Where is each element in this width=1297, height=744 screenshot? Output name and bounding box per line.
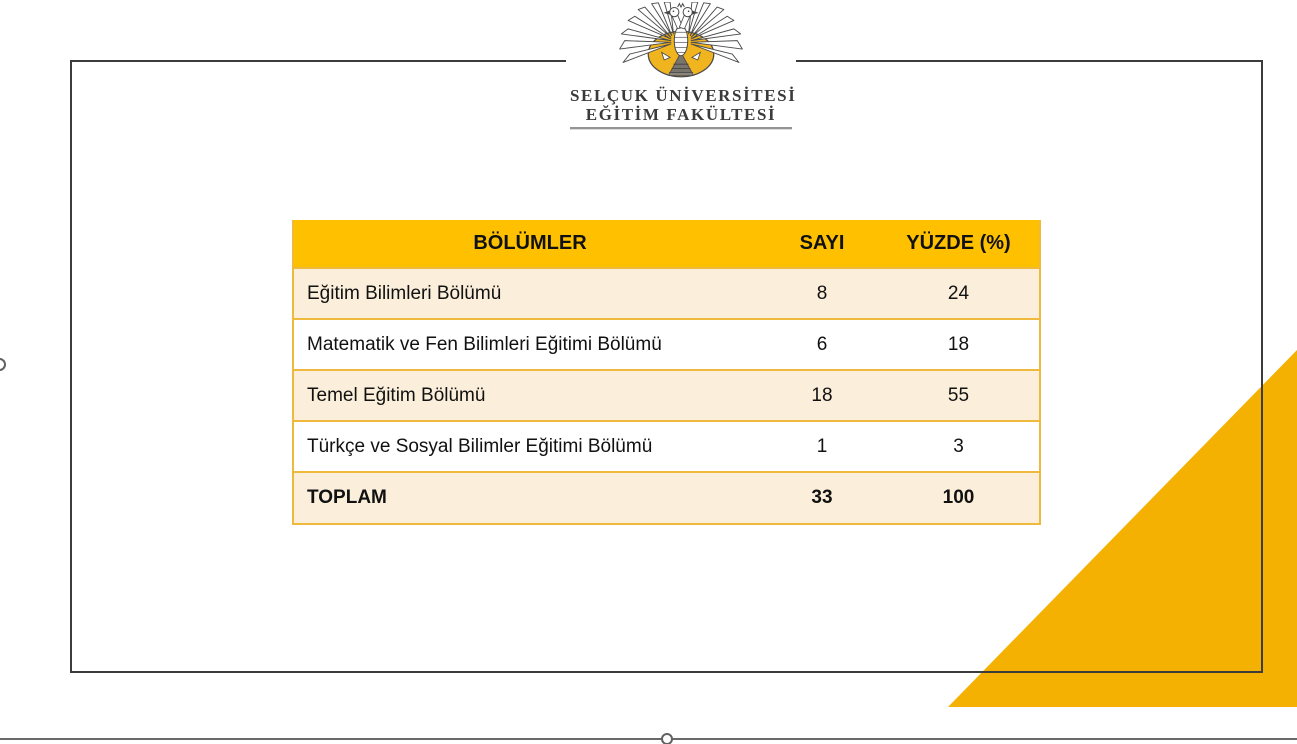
cell-count: 18 xyxy=(811,384,833,406)
cell-department: Türkçe ve Sosyal Bilimler Eğitimi Bölümü xyxy=(307,435,653,457)
slide-boundary-line xyxy=(0,738,1297,740)
logo-institution-name: SELÇUK ÜNİVERSİTESİ xyxy=(570,86,797,105)
cell-percent: 24 xyxy=(947,282,970,304)
cell-department: Eğitim Bilimleri Bölümü xyxy=(307,282,502,304)
cell-percent: 55 xyxy=(947,384,970,406)
cell-department: Temel Eğitim Bölümü xyxy=(307,384,486,406)
header-cell-yuzde: YÜZDE (%) xyxy=(906,232,1011,254)
cell-count: 6 xyxy=(816,333,828,355)
departments-table xyxy=(292,220,1041,525)
cell-department: Matematik ve Fen Bilimleri Eğitimi Bölümü xyxy=(307,333,662,355)
table-row xyxy=(294,318,1039,369)
cell-total-label: TOPLAM xyxy=(307,487,387,508)
table-header-row xyxy=(294,220,1039,267)
header-cell-bolumler: BÖLÜMLER xyxy=(473,232,587,254)
cell-percent: 3 xyxy=(953,435,964,457)
double-headed-eagle-icon xyxy=(611,2,751,86)
table-row xyxy=(294,420,1039,471)
cell-total-count: 33 xyxy=(811,487,833,508)
logo-divider-rule xyxy=(570,127,792,130)
cell-count: 8 xyxy=(816,282,828,304)
table-row xyxy=(294,267,1039,318)
header-cell-sayi: SAYI xyxy=(799,232,845,254)
university-logo xyxy=(566,0,796,130)
table-row xyxy=(294,369,1039,420)
cell-percent: 18 xyxy=(947,333,970,355)
cell-count: 1 xyxy=(816,435,828,457)
logo-faculty-name: EĞİTİM FAKÜLTESİ xyxy=(585,105,777,124)
resize-handle-bottom-center[interactable] xyxy=(661,733,673,744)
table-total-row xyxy=(294,471,1039,523)
cell-total-percent: 100 xyxy=(942,487,975,508)
